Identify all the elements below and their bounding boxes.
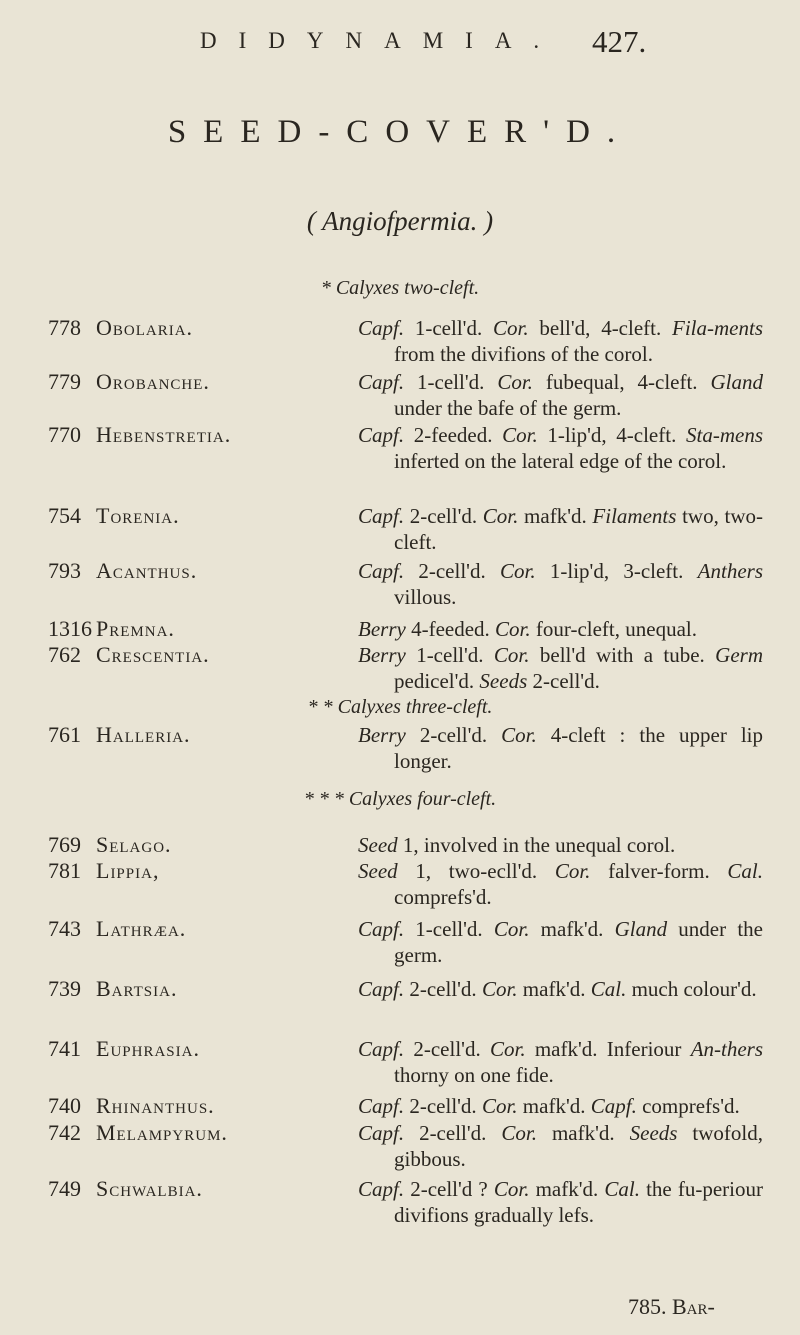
entry-number: 749 <box>48 1176 81 1201</box>
genus-name: Bartsia. <box>96 976 178 1001</box>
entry-number: 740 <box>48 1093 81 1118</box>
entry-description: Berry 2-cell'd. Cor. 4-cleft : the upper lip longer. <box>358 723 763 773</box>
entry-description: Capf. 2-cell'd. Cor. mafk'd. Inferiour An-thers thorny on one fide. <box>358 1037 764 1087</box>
genus-name: Selago. <box>96 832 172 857</box>
entry-number: 1316 <box>48 616 92 641</box>
page-header <box>0 22 800 62</box>
page-title: SEED-COVER'D. <box>167 114 633 150</box>
order-subtitle: ( Angiofpermia. ) <box>306 206 494 236</box>
entry-number: 793 <box>48 558 81 583</box>
section-heading-two-cleft: * Calyxes two-cleft. <box>320 277 480 299</box>
genus-name: Acanthus. <box>96 558 198 583</box>
entry-number: 779 <box>48 369 81 394</box>
entry-description: Capf. 2-cell'd. Cor. mafk'd. Seeds twofold, gibbous. <box>358 1121 764 1171</box>
entry-number: 778 <box>48 315 81 340</box>
genus-name: Hebenstretia. <box>96 422 232 447</box>
entry-number: 770 <box>48 422 81 447</box>
entry-description: Capf. 1-cell'd. Cor. mafk'd. Gland under the germ. <box>358 917 763 967</box>
catchword <box>628 1294 715 1320</box>
entry-description: Capf. 2-cell'd. Cor. 1-lip'd, 3-cleft. Anthers villous. <box>358 559 763 609</box>
entry-number: 781 <box>48 858 81 883</box>
entry-description: Capf. 2-cell'd ? Cor. mafk'd. Cal. the fu-periour divifions gradually lefs. <box>358 1177 763 1227</box>
genus-name: Premna. <box>96 616 175 641</box>
entry-description: Capf. 1-cell'd. Cor. fubequal, 4-cleft. Gland under the bafe of the germ. <box>358 370 763 420</box>
entry-description: Seed 1, involved in the unequal corol. <box>358 833 676 857</box>
catchword-word: Bar- <box>672 1294 715 1319</box>
section-heading-four-cleft: * * * Calyxes four-cleft. <box>303 788 497 810</box>
genus-name: Euphrasia. <box>96 1036 200 1061</box>
genus-name: Melampyrum. <box>96 1120 228 1145</box>
genus-name: Lathræa. <box>96 916 187 941</box>
entry-number: 741 <box>48 1036 81 1061</box>
genus-name: Crescentia. <box>96 642 210 667</box>
entry-number: 762 <box>48 642 81 667</box>
genus-name: Torenia. <box>96 503 180 528</box>
entry-number: 761 <box>48 722 81 747</box>
entry-number: 742 <box>48 1120 81 1145</box>
genus-name: Halleria. <box>96 722 191 747</box>
genus-name: Lippia, <box>96 858 160 883</box>
entry-description: Capf. 2-cell'd. Cor. mafk'd. Filaments two, two-cleft. <box>358 504 764 554</box>
running-title: DIDYNAMIA. <box>200 28 562 53</box>
genus-name: Rhinanthus. <box>96 1093 215 1118</box>
catchword-number: 785. <box>628 1294 667 1319</box>
entry-description: Berry 1-cell'd. Cor. bell'd with a tube. Germ pedicel'd. Seeds 2-cell'd. <box>358 643 763 693</box>
entry-description: Berry 4-feeded. Cor. four-cleft, unequal. <box>358 617 697 641</box>
entry-number: 743 <box>48 916 81 941</box>
genus-name: Schwalbia. <box>96 1176 203 1201</box>
entry-description: Capf. 1-cell'd. Cor. bell'd, 4-cleft. Fila-ments from the divifions of the corol. <box>358 316 763 366</box>
entry-number: 739 <box>48 976 81 1001</box>
entry-description: Seed 1, two-ecll'd. Cor. falver-form. Cal. comprefs'd. <box>358 859 763 909</box>
genus-name: Obolaria. <box>96 315 194 340</box>
entry-number: 769 <box>48 832 81 857</box>
entry-description: Capf. 2-feeded. Cor. 1-lip'd, 4-cleft. Sta-mens inferted on the lateral edge of the corol. <box>358 423 763 473</box>
entry-number: 754 <box>48 503 81 528</box>
entry-description: Capf. 2-cell'd. Cor. mafk'd. Capf. comprefs'd. <box>358 1094 740 1118</box>
genus-name: Orobanche. <box>96 369 210 394</box>
page-number: 427. <box>592 24 647 59</box>
entry-description: Capf. 2-cell'd. Cor. mafk'd. Cal. much colour'd. <box>358 977 757 1001</box>
section-heading-three-cleft: * * Calyxes three-cleft. <box>307 696 493 718</box>
